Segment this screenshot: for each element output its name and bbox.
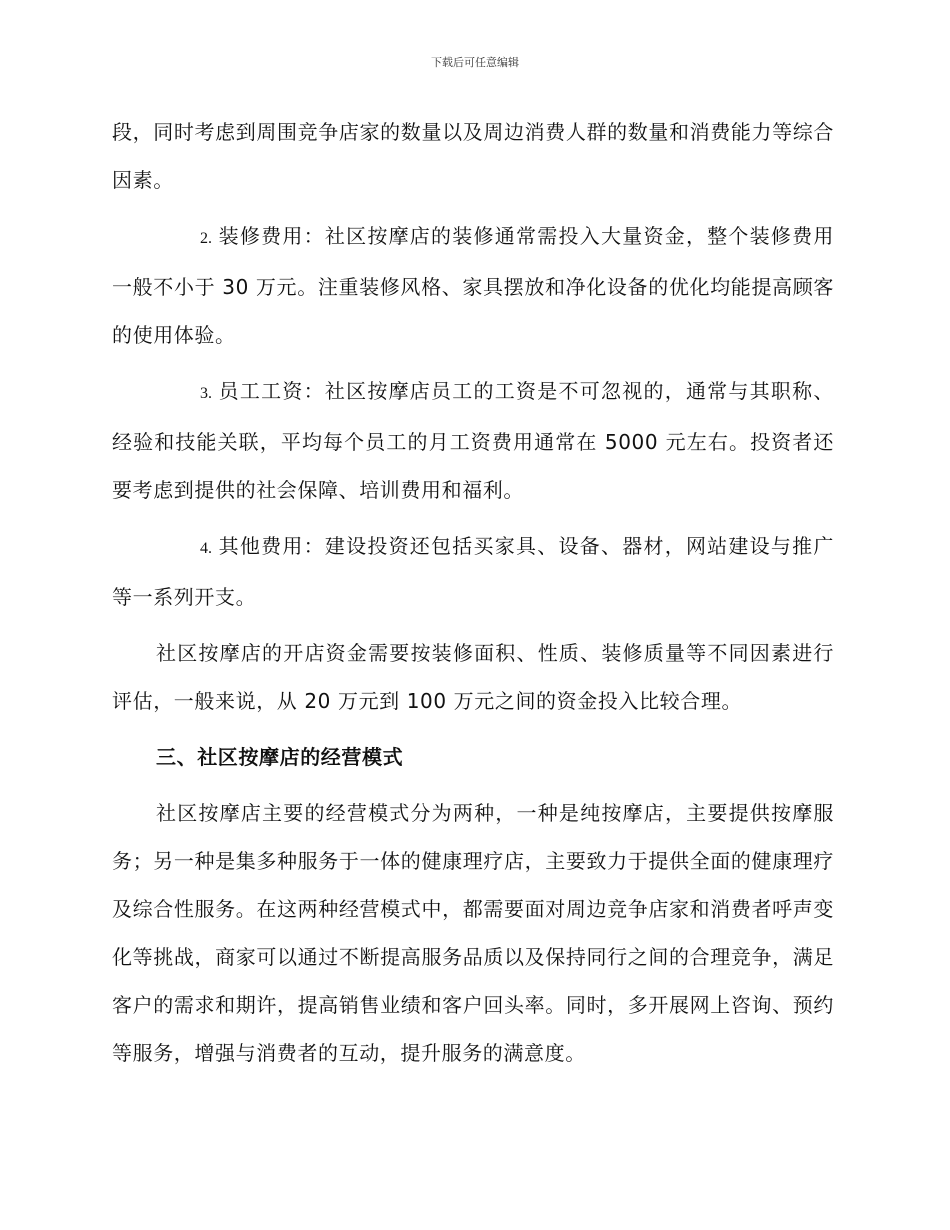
list-item-decoration-cost: [112, 212, 834, 359]
paragraph-business-model: 社区按摩店主要的经营模式分为两种，一种是纯按摩店，主要提供按摩服务；另一种是集多种服务于一体的健康理疗店，主要致力于提供全面的健康理疗及综合性服务。在这两种经营模式中，都需要面对周边竞争店家和消费者呼声变化等挑战，商家可以通过不断提高服务品质以及保持同行之间的合理竞争，满足客户的需求和期许，提高销售业绩和客户回头率。同时，多开展网上咨询、预约等服务，增强与消费者的互动，提升服务的满意度。: [112, 801, 834, 1065]
list-item-text: 员工工资：社区按摩店员工的工资是不可忽视的，通常与其职称、经验和技能关联，平均每个员工的月工资费用通常在 5000 元左右。投资者还要考虑到提供的社会保障、培训费用和福利。: [112, 379, 834, 502]
list-item-text: 装修费用：社区按摩店的装修通常需投入大量资金，整个装修费用一般不小于 30 万元。注重装修风格、家具摆放和净化设备的优化均能提高顾客的使用体验。: [112, 224, 834, 347]
document-body: [112, 108, 834, 1085]
list-item-number: 3.: [200, 385, 212, 402]
page-header: 下载后可任意编辑: [431, 56, 519, 69]
list-item-other-costs: [112, 522, 834, 621]
section-heading: 三、社区按摩店的经营模式: [156, 745, 404, 769]
list-item-staff-wages: [112, 367, 834, 514]
list-item-number: 2.: [200, 230, 212, 247]
paragraph-continuation: 段，同时考虑到周围竞争店家的数量以及周边消费人群的数量和消费能力等综合因素。: [112, 120, 834, 192]
list-item-number: 4.: [200, 540, 212, 557]
list-item-text: 其他费用：建设投资还包括买家具、设备、器材，网站建设与推广等一系列开支。: [112, 534, 834, 609]
paragraph-funding-summary: 社区按摩店的开店资金需要按装修面积、性质、装修质量等不同因素进行评估，一般来说，从 20 万元到 100 万元之间的资金投入比较合理。: [112, 641, 834, 713]
